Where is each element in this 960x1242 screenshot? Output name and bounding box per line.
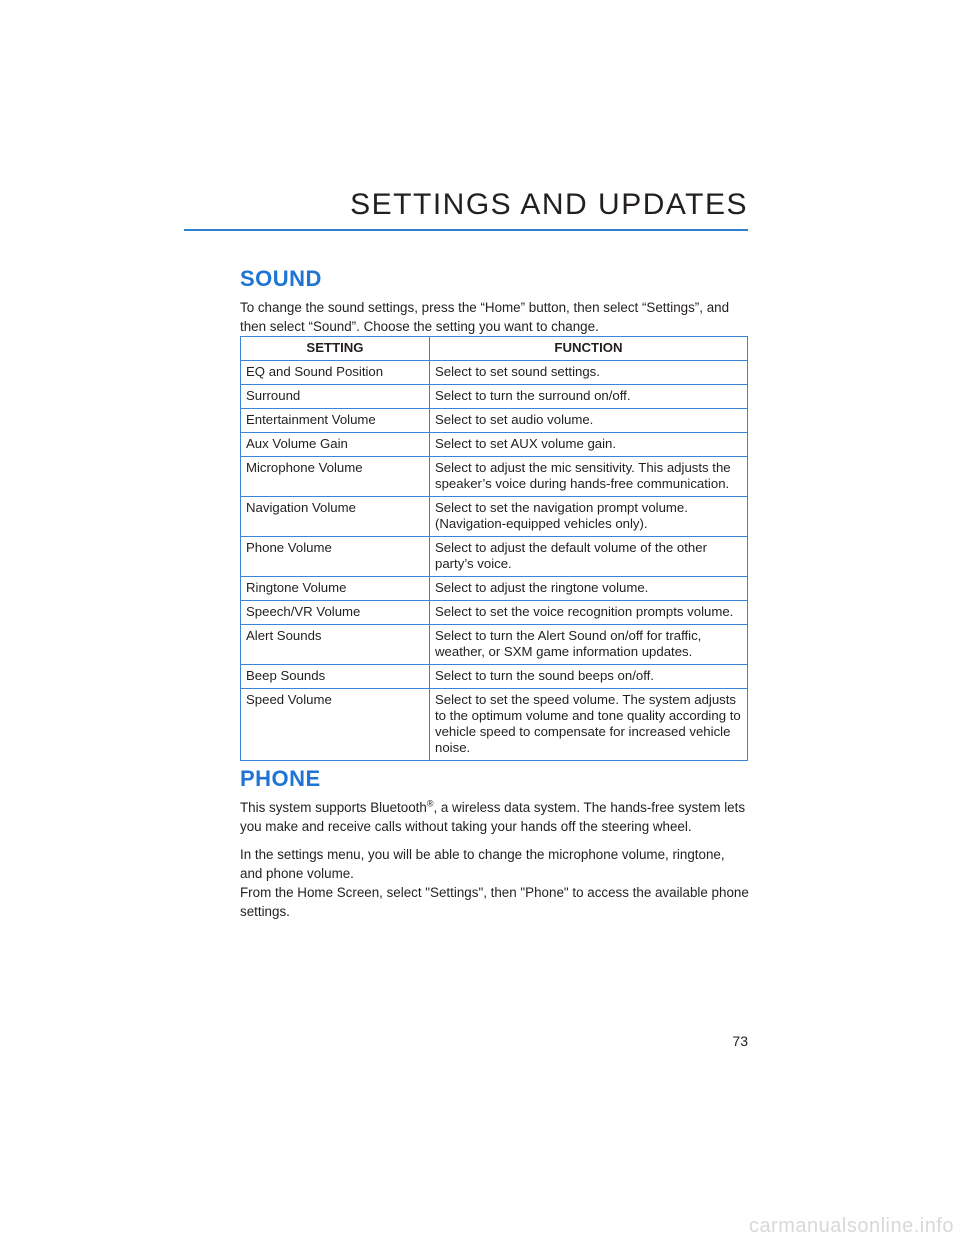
table-row — [241, 577, 748, 601]
table-row — [241, 361, 748, 385]
table-row — [241, 385, 748, 409]
setting-cell: Speed Volume — [241, 689, 430, 761]
setting-cell: Microphone Volume — [241, 457, 430, 497]
header-rule — [184, 229, 748, 231]
phone-paragraph-bluetooth — [240, 798, 750, 836]
phone-paragraph-settings-menu: In the settings menu, you will be able to change the microphone volume, ringtone, and phone volume. — [240, 847, 725, 881]
function-cell: Select to set audio volume. — [430, 409, 748, 433]
setting-cell: Entertainment Volume — [241, 409, 430, 433]
table-row — [241, 409, 748, 433]
setting-cell: Speech/VR Volume — [241, 601, 430, 625]
watermark: carmanualsonline.info — [748, 1215, 954, 1237]
sound-intro: To change the sound settings, press the “Home” button, then select “Settings”, and then select “Sound”. Choose the setting you want to change. — [240, 300, 730, 334]
sound-heading: SOUND — [240, 266, 322, 291]
table-row — [241, 689, 748, 761]
table-row — [241, 457, 748, 497]
phone-heading: PHONE — [240, 766, 321, 791]
setting-cell: Phone Volume — [241, 537, 430, 577]
page-number: 73 — [732, 1033, 748, 1049]
function-cell: Select to turn the Alert Sound on/off for traffic, weather, or SXM game information updates. — [430, 625, 748, 665]
section-header-title: SETTINGS AND UPDATES — [350, 188, 748, 221]
setting-cell: Surround — [241, 385, 430, 409]
setting-cell: Beep Sounds — [241, 665, 430, 689]
table-row — [241, 433, 748, 457]
table-row — [241, 625, 748, 665]
phone-paragraph-home-screen: From the Home Screen, select "Settings", then "Phone" to access the available phone settings. — [240, 885, 749, 919]
setting-cell: EQ and Sound Position — [241, 361, 430, 385]
function-cell: Select to turn the surround on/off. — [430, 385, 748, 409]
column-header-setting: SETTING — [241, 337, 430, 361]
table-row — [241, 601, 748, 625]
setting-cell: Alert Sounds — [241, 625, 430, 665]
function-cell: Select to set AUX volume gain. — [430, 433, 748, 457]
function-cell: Select to set sound settings. — [430, 361, 748, 385]
column-header-function: FUNCTION — [430, 337, 748, 361]
function-cell: Select to adjust the default volume of the other party’s voice. — [430, 537, 748, 577]
setting-cell: Aux Volume Gain — [241, 433, 430, 457]
function-cell: Select to set the navigation prompt volume. (Navigation-equipped vehicles only). — [430, 497, 748, 537]
function-cell: Select to adjust the mic sensitivity. This adjusts the speaker’s voice during hands-free communication. — [430, 457, 748, 497]
sound-settings-table — [240, 336, 748, 761]
bluetooth-text-before: This system supports Bluetooth — [240, 800, 427, 815]
table-header-row — [241, 337, 748, 361]
function-cell: Select to set the speed volume. The system adjusts to the optimum volume and tone quality according to vehicle speed to compensate for increased vehicle noise. — [430, 689, 748, 761]
function-cell: Select to set the voice recognition prompts volume. — [430, 601, 748, 625]
table-row — [241, 537, 748, 577]
registered-mark: ® — [426, 798, 434, 809]
bluetooth-text-after: , a wireless data system. The hands-free system lets you make and receive calls without taking your hands off the steering wheel. — [240, 800, 746, 834]
function-cell: Select to turn the sound beeps on/off. — [430, 665, 748, 689]
function-cell: Select to adjust the ringtone volume. — [430, 577, 748, 601]
table-row — [241, 497, 748, 537]
table-row — [241, 665, 748, 689]
setting-cell: Navigation Volume — [241, 497, 430, 537]
setting-cell: Ringtone Volume — [241, 577, 430, 601]
